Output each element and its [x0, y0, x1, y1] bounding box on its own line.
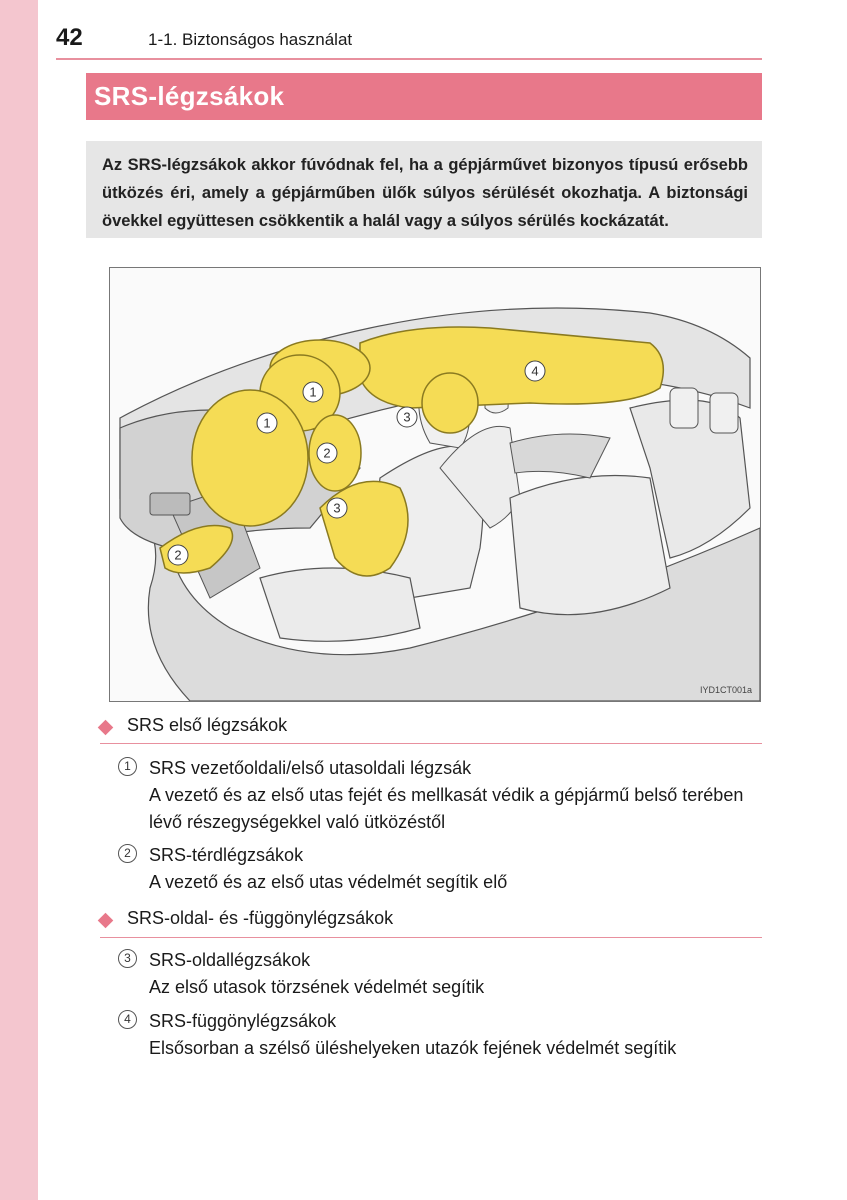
- figure-code: IYD1CT001a: [699, 685, 752, 695]
- diamond-bullet-icon: [98, 720, 114, 736]
- callout-label: 1: [309, 384, 317, 400]
- callout-label: 1: [263, 415, 271, 431]
- section-divider: [100, 937, 762, 938]
- callout-4: [525, 361, 545, 381]
- section-title: SRS-oldal- és -függönylégzsákok: [127, 908, 394, 928]
- section-heading-front-airbags: [100, 713, 762, 747]
- list-item-4: [118, 1008, 768, 1064]
- title-bar: [86, 73, 762, 120]
- callout-label: 3: [403, 409, 411, 425]
- number-badge: 4: [118, 1010, 137, 1029]
- header-divider: [56, 58, 762, 60]
- item-title: SRS-függönylégzsákok: [149, 1011, 337, 1031]
- item-description: Az első utasok törzsének védelmét segítik: [149, 977, 485, 997]
- number-badge: 2: [118, 844, 137, 863]
- section-title: SRS első légzsákok: [127, 715, 288, 735]
- page-title: SRS-légzsákok: [94, 81, 285, 111]
- front-airbag-driver: [192, 390, 308, 526]
- list-item-3: [118, 947, 768, 1003]
- side-airbag-driver: [320, 481, 408, 576]
- callout-label: 2: [174, 547, 182, 563]
- number-badge: 3: [118, 949, 137, 968]
- callout-2b: [168, 545, 188, 565]
- page-number: 42: [56, 24, 83, 51]
- section-reference: 1-1. Biztonságos használat: [148, 30, 353, 49]
- diamond-bullet-icon: [98, 913, 114, 929]
- car-interior-drawing: [110, 268, 760, 701]
- side-airbag-passenger: [422, 373, 478, 433]
- side-color-strip: [0, 0, 38, 1200]
- callout-3a: [397, 407, 417, 427]
- section-heading-side-curtain-airbags: [100, 906, 762, 940]
- item-description: A vezető és az első utas védelmét segítik elő: [149, 872, 508, 892]
- callout-label: 4: [531, 363, 539, 379]
- page-header: [56, 22, 762, 56]
- airbag-illustration: [109, 267, 761, 702]
- item-title: SRS-térdlégzsákok: [149, 845, 304, 865]
- section-divider: [100, 743, 762, 744]
- item-title: SRS-oldallégzsákok: [149, 950, 311, 970]
- callout-3b: [327, 498, 347, 518]
- intro-text: Az SRS-légzsákok akkor fúvódnak fel, ha a gépjárművet bizonyos típusú erősebb ütközés éri, amely a gépjárműben ülők súlyos sérülését okozhatja. A biztonsági övekkel együttesen csökkentik a halál vagy a súlyos sérülés kockázatát.: [102, 156, 748, 230]
- item-description: A vezető és az első utas fejét és mellkasát védik a gépjármű belső terében lévő részegységekkel való ütközéstől: [149, 785, 744, 832]
- callout-label: 3: [333, 500, 341, 516]
- item-description: Elsősorban a szélső üléshelyeken utazók fejének védelmét segítik: [149, 1038, 677, 1058]
- callout-1a: [303, 382, 323, 402]
- callout-1b: [257, 413, 277, 433]
- list-item-2: [118, 842, 768, 898]
- item-title: SRS vezetőoldali/első utasoldali légzsák: [149, 758, 472, 778]
- callout-2a: [317, 443, 337, 463]
- list-item-1: [118, 755, 768, 835]
- intro-box: [86, 141, 762, 238]
- number-badge: 1: [118, 757, 137, 776]
- callout-label: 2: [323, 445, 331, 461]
